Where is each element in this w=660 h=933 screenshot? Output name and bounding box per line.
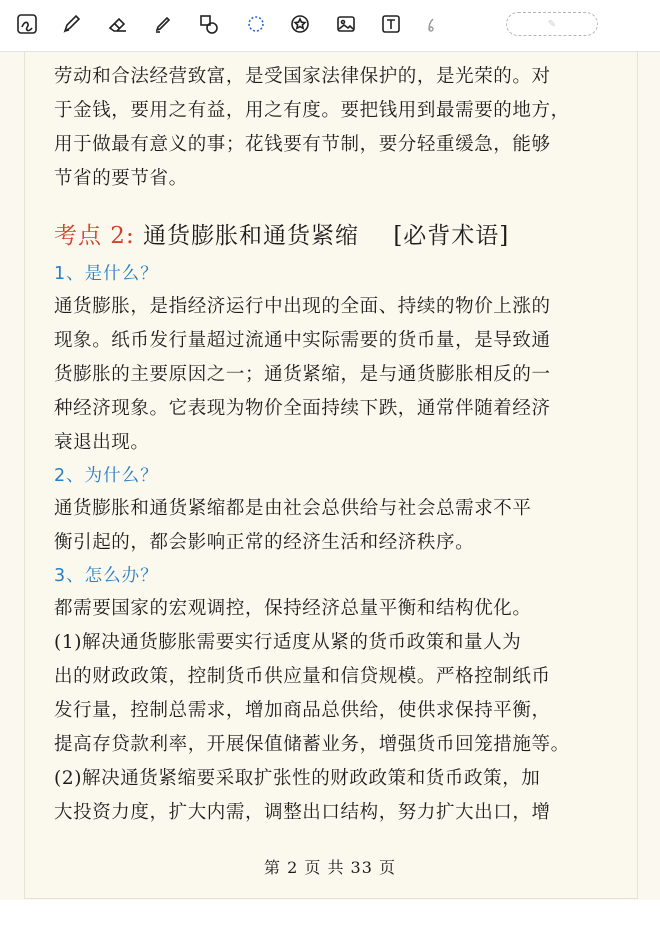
- section-what: [54, 258, 614, 460]
- text-line: 通货膨胀，是指经济运行中出现的全面、持续的物价上涨的: [54, 296, 551, 317]
- text-line: (1)解决通货膨胀需要实行适度从紧的货币政策和量人为: [54, 632, 522, 653]
- heading-tag: [必背术语]: [393, 223, 510, 249]
- more-icon[interactable]: [420, 11, 446, 37]
- page-content: [54, 60, 614, 830]
- subheading: 1、是什么？: [54, 264, 159, 284]
- section-how: [54, 560, 614, 830]
- drag-handle-mark: ✎: [547, 18, 557, 30]
- section-why: [54, 460, 614, 560]
- subheading: 3、怎么办？: [54, 566, 159, 586]
- shapes-icon[interactable]: [196, 11, 222, 37]
- text-line: 种经济现象。它表现为物价全面持续下跌，通常伴随着经济: [54, 398, 551, 419]
- bottom-margin: [0, 900, 660, 933]
- pen-icon[interactable]: [59, 11, 85, 37]
- text-line: 衰退出现。: [54, 432, 150, 453]
- text-line: 通货膨胀和通货紧缩都是由社会总供给与社会总需求不平: [54, 498, 532, 519]
- page-number: 第 2 页 共 33 页: [264, 858, 396, 877]
- text-line: (2)解决通货紧缩要采取扩张性的财政政策和货币政策，加: [54, 768, 541, 789]
- text-line: 货膨胀的主要原因之一；通货紧缩，是与通货膨胀相反的一: [54, 364, 551, 385]
- subheading: 2、为什么？: [54, 466, 159, 486]
- text-line: 衡引起的，都会影响正常的经济生活和经济秩序。: [54, 532, 475, 553]
- text-line: 节省的要节省。: [54, 168, 188, 189]
- eraser-icon[interactable]: [105, 11, 131, 37]
- text-line: 发行量，控制总需求，增加商品总供给，使供求保持平衡，: [54, 700, 551, 721]
- lasso-icon[interactable]: [242, 11, 268, 37]
- heading-title: 通货膨胀和通货紧缩: [143, 223, 360, 249]
- text-line: 用于做最有意义的事；花钱要有节制，要分轻重缓急，能够: [54, 134, 551, 155]
- text-line: 出的财政政策，控制货币供应量和信贷规模。严格控制纸币: [54, 666, 551, 687]
- text-line: 提高存贷款利率，开展保值储蓄业务，增强货币回笼措施等。: [54, 734, 570, 755]
- heading-label: 考点 2:: [54, 223, 135, 249]
- image-icon[interactable]: [333, 11, 359, 37]
- text-line: 劳动和合法经营致富，是受国家法律保护的，是光荣的。对: [54, 66, 551, 87]
- intro-paragraph: [54, 60, 614, 196]
- toolbar-drag-handle[interactable]: [506, 12, 598, 36]
- lasso-select-icon[interactable]: [14, 11, 40, 37]
- section-heading: [54, 214, 614, 258]
- text-line: 于金钱，要用之有益，用之有度。要把钱用到最需要的地方，: [54, 100, 570, 121]
- text-line: 大投资力度，扩大内需，调整出口结构，努力扩大出口，增: [54, 802, 551, 823]
- text-box-icon[interactable]: [378, 11, 404, 37]
- text-line: 现象。纸币发行量超过流通中实际需要的货币量，是导致通: [54, 330, 551, 351]
- sticker-icon[interactable]: [287, 11, 313, 37]
- annotation-toolbar: [0, 0, 660, 52]
- text-line: 都需要国家的宏观调控，保持经济总量平衡和结构优化。: [54, 598, 532, 619]
- highlighter-icon[interactable]: [150, 11, 176, 37]
